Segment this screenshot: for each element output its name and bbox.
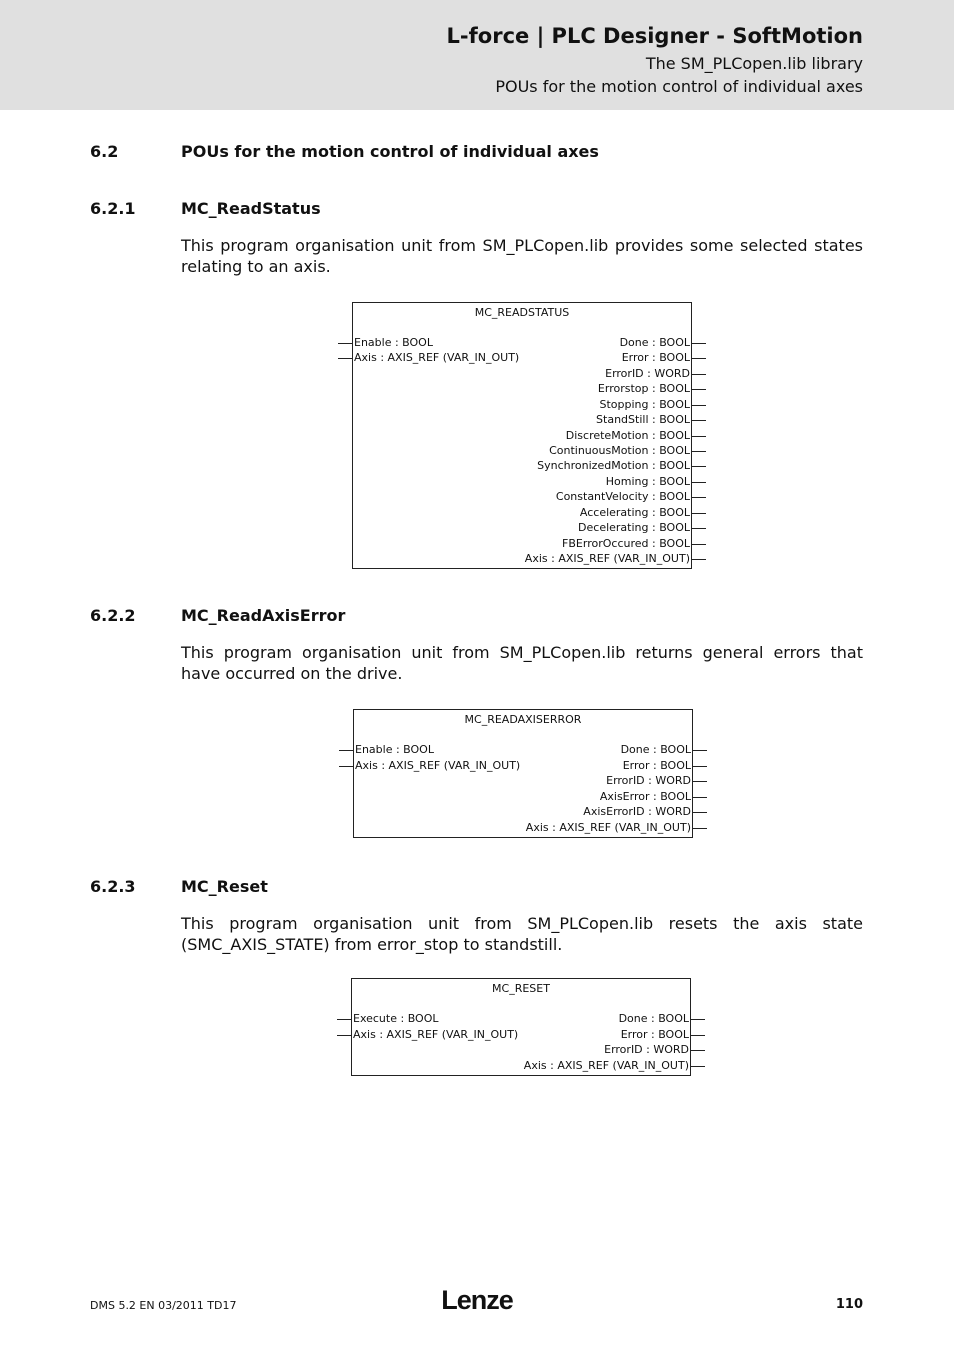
fb-output-pin [606,774,691,788]
pin-line [691,559,706,560]
subsection-title: MC_Reset [181,877,268,896]
pin-line [692,828,707,829]
fb-output-pin [525,552,690,566]
pin-line [338,358,353,359]
fb-output-pin [556,490,690,504]
document-title: L-force | PLC Designer - SoftMotion [446,24,863,48]
pin-label: ErrorID : WORD [605,367,690,380]
pin-line [690,1050,705,1051]
pin-line [691,436,706,437]
pin-label: Error : BOOL [620,1028,689,1041]
pin-label: Enable : BOOL [355,743,434,756]
fb-box [353,709,693,838]
fb-input-pin [355,759,520,773]
header-section: POUs for the motion control of individual axes [495,77,863,96]
fb-output-pin [526,821,691,835]
fb-name: MC_READAXISERROR [464,713,582,726]
paragraph-readaxiserror: This program organisation unit from SM_PLCopen.lib returns general errors that have occurred on the drive. [181,643,863,683]
page-header [0,0,954,110]
fb-input-pin [354,351,519,365]
fb-output-pin [606,475,690,489]
pin-label: ErrorID : WORD [604,1043,689,1056]
pin-line [691,343,706,344]
header-chapter: The SM_PLCopen.lib library [645,54,863,73]
fb-output-pin [562,537,690,551]
pin-label: Homing : BOOL [605,475,690,488]
paragraph-reset-line1: This program organisation unit from SM_PLCopen.lib resets the axis state [181,914,863,933]
section-title: POUs for the motion control of individual axes [181,142,599,161]
fb-output-pin [619,1012,689,1026]
pin-label: ConstantVelocity : BOOL [555,490,690,503]
fb-name: MC_READSTATUS [474,306,570,319]
pin-line [692,766,707,767]
pin-label: Enable : BOOL [354,336,433,349]
fb-output-pin [621,743,691,757]
pin-label: Stopping : BOOL [599,398,690,411]
document-reference: DMS 5.2 EN 03/2011 TD17 [90,1299,237,1312]
pin-label: Done : BOOL [620,743,691,756]
lenze-logo [437,1284,517,1316]
pin-line [690,1066,705,1067]
page-number: 110 [835,1297,863,1312]
pin-label: SynchronizedMotion : BOOL [537,459,690,472]
pin-label: Accelerating : BOOL [579,506,690,519]
pin-line [690,1035,705,1036]
fb-output-pin [598,382,690,396]
pin-label: StandStill : BOOL [596,413,690,426]
pin-line [337,1035,352,1036]
subsection-number: 6.2.3 [90,877,136,896]
fb-input-pin [353,1012,439,1026]
pin-line [337,1019,352,1020]
pin-line [691,358,706,359]
subsection-heading-readaxiserror [90,606,345,625]
paragraph-reset-line2: (SMC_AXIS_STATE) from error_stop to standstill. [181,935,563,954]
pin-label: Axis : AXIS_REF (VAR_IN_OUT) [355,759,521,772]
pin-line [690,1019,705,1020]
pin-label: DiscreteMotion : BOOL [565,429,690,442]
pin-label: Error : BOOL [622,759,691,772]
pin-line [338,343,353,344]
pin-line [691,374,706,375]
fb-output-pin [566,429,690,443]
pin-label: AxisErrorID : WORD [583,805,691,818]
logo-text: Lenze [441,1285,513,1315]
pin-label: Error : BOOL [621,351,690,364]
subsection-heading-readstatus [90,199,321,218]
fb-input-pin [354,336,433,350]
pin-label: Axis : AXIS_REF (VAR_IN_OUT) [523,1059,689,1072]
pin-label: Errorstop : BOOL [597,382,690,395]
fb-output-pin [596,413,690,427]
fb-output-pin [549,444,690,458]
fb-name: MC_RESET [492,982,550,995]
fb-output-pin [622,351,690,365]
fb-input-pin [355,743,434,757]
section-heading [90,142,599,161]
pin-label: Axis : AXIS_REF (VAR_IN_OUT) [354,351,520,364]
subsection-number: 6.2.1 [90,199,136,218]
subsection-heading-reset [90,877,268,896]
subsection-title: MC_ReadStatus [181,199,321,218]
fb-output-pin [620,336,690,350]
pin-label: Axis : AXIS_REF (VAR_IN_OUT) [353,1028,519,1041]
pin-line [691,405,706,406]
fb-output-pin [537,459,690,473]
pin-label: AxisError : BOOL [599,790,691,803]
pin-line [691,528,706,529]
pin-line [691,466,706,467]
pin-label: Axis : AXIS_REF (VAR_IN_OUT) [524,552,690,565]
pin-line [691,482,706,483]
fb-output-pin [623,759,691,773]
pin-line [339,750,354,751]
fb-box [352,302,692,569]
pin-line [692,797,707,798]
pin-line [691,513,706,514]
pin-label: Done : BOOL [618,1012,689,1025]
fb-output-pin [578,521,690,535]
pin-line [692,750,707,751]
paragraph-readstatus: This program organisation unit from SM_PLCopen.lib provides some selected states relating to an axis. [181,236,863,276]
fb-output-pin [621,1028,689,1042]
fb-output-pin [604,1043,689,1057]
pin-line [692,812,707,813]
pin-line [692,781,707,782]
pin-line [691,389,706,390]
pin-label: ErrorID : WORD [606,774,691,787]
pin-label: Axis : AXIS_REF (VAR_IN_OUT) [525,821,691,834]
pin-line [691,451,706,452]
fb-output-pin [600,790,691,804]
pin-line [691,420,706,421]
fb-box [351,978,691,1076]
fb-input-pin [353,1028,518,1042]
section-number: 6.2 [90,142,119,161]
subsection-number: 6.2.2 [90,606,136,625]
fb-output-pin [583,805,691,819]
fb-output-pin [580,506,690,520]
pin-label: Execute : BOOL [353,1012,439,1025]
pin-line [691,544,706,545]
pin-label: ContinuousMotion : BOOL [549,444,690,457]
pin-label: FBErrorOccured : BOOL [562,537,690,550]
fb-output-pin [605,367,690,381]
pin-line [339,766,354,767]
subsection-title: MC_ReadAxisError [181,606,346,625]
fb-output-pin [524,1059,689,1073]
pin-label: Done : BOOL [619,336,690,349]
pin-line [691,497,706,498]
fb-output-pin [600,398,691,412]
pin-label: Decelerating : BOOL [578,521,690,534]
